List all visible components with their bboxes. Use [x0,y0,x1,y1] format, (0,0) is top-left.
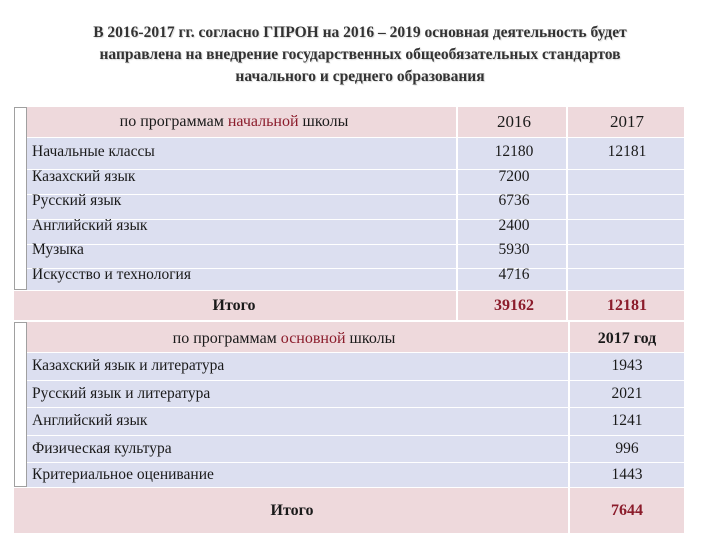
secondary-table-header [14,322,684,352]
column-header-2017-year: 2017 год [597,330,657,347]
primary-heading: по программам начальной школы [119,113,349,130]
primary-table-header [14,107,684,138]
title-line-3: начального и среднего образования [235,68,485,85]
left-bracket [14,107,27,290]
primary-total-label: Итого [212,297,256,314]
title-line-2: направлена на внедрение государственных общеобязательных стандартов [99,46,621,63]
page-title [20,22,700,88]
secondary-heading-accent: основной [280,330,346,347]
value-2017: 2021 [611,384,643,402]
subject-label: Искусство и технология [32,265,191,283]
value-2016: 5930 [498,241,530,258]
value-2016: 6736 [498,192,530,209]
secondary-total-value: 7644 [611,502,643,519]
title-line-1: В 2016-2017 гг. согласно ГПРОН на 2016 – 2019 основная деятельность будет [93,24,627,41]
subject-label: Казахский язык [32,167,136,185]
value-2016: 12180 [494,143,534,160]
subject-label: Физическая культура [32,439,172,457]
column-separator [456,107,458,320]
primary-school-table [0,107,720,312]
primary-total-row [14,291,684,320]
subject-label: Русский язык и литература [32,384,211,402]
value-2017: 12181 [607,143,647,160]
primary-total-2017: 12181 [607,297,647,314]
value-2016: 7200 [498,167,530,185]
subject-label: Музыка [32,241,84,258]
subject-label: Английский язык [32,412,148,429]
column-header-2016: 2016 [497,112,531,131]
value-2017: 1241 [611,412,643,429]
value-2017: 996 [615,439,639,457]
row-divider [14,244,684,245]
value-2017: 1443 [611,466,643,483]
primary-heading-accent: начальной [227,113,299,130]
column-header-2017: 2017 [610,112,644,131]
table-row [14,381,684,408]
subject-label: Начальные классы [32,143,155,160]
table-row [14,408,684,435]
value-2017: 1943 [611,357,643,374]
column-separator [568,322,570,533]
value-2016: 2400 [498,216,530,234]
secondary-total-row [14,488,684,533]
left-bracket [14,322,27,487]
primary-total-2016: 39162 [494,297,534,314]
secondary-heading: по программам основной школы [172,330,396,347]
value-2016: 4716 [498,265,530,283]
table-row [14,353,684,380]
subject-label: Английский язык [32,216,148,234]
secondary-total-label: Итого [270,502,314,519]
table-row [14,436,684,463]
subject-label: Казахский язык и литература [32,357,225,374]
table-row [14,463,684,487]
column-separator [566,107,568,320]
subject-label: Русский язык [32,192,122,209]
subject-label: Критериальное оценивание [32,466,214,483]
